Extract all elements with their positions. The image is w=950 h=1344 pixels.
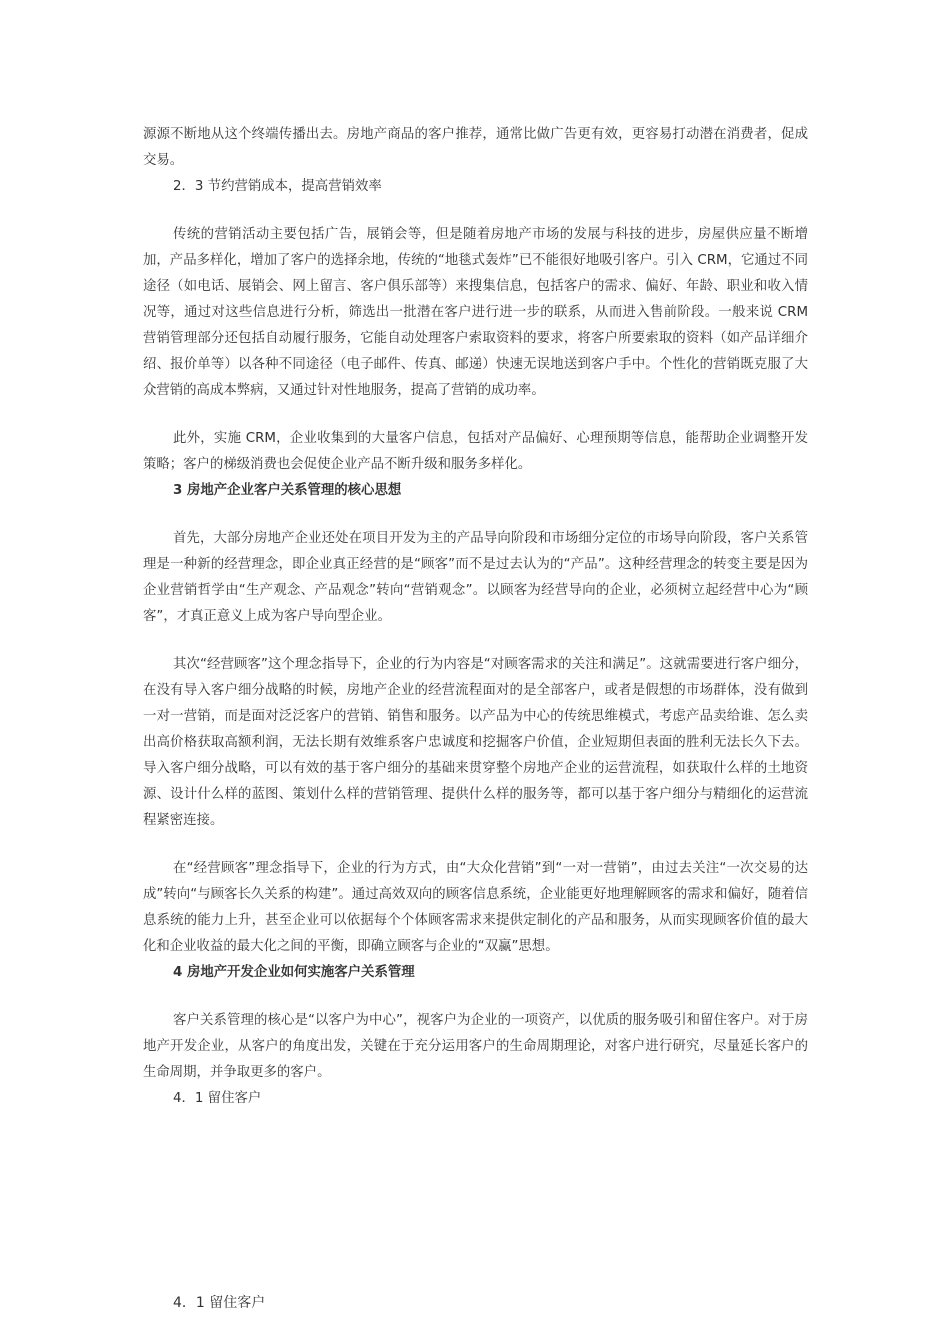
section-heading-4: 4 房地产开发企业如何实施客户关系管理 bbox=[173, 965, 415, 980]
section-heading-4-1-repeat: 4．1 留住客户 bbox=[173, 1295, 266, 1311]
paragraph-core: 客户关系管理的核心是“以客户为中心”，视客户为企业的一项资产，以优质的服务吸引和留住客户。对于房地产开发企业，从客户的角度出发，关键在于充分运用客户的生命周期理论，对客户进行研究，尽量延长客户的生命周期，并争取更多的客户。 bbox=[143, 1013, 808, 1080]
paragraph-traditional-marketing: 传统的营销活动主要包括广告，展销会等，但是随着房地产市场的发展与科技的进步，房屋供应量不断增加，产品多样化，增加了客户的选择余地，传统的“地毯式轰炸”已不能很好地吸引客户。引入 CRM，它通过不同途径（如电话、展销会、网上留言、客户俱乐部等）来搜集信息，包括客户的需求、偏好、年龄、职业和收入情况等，通过对这些信息进行分析，筛选出一批潜在客户进行进一步的联系，从而进入售前阶段。一般来说 CRM 营销管理部分还包括自动履行服务，它能自动处理客户索取资料的要求，将客户所要索取的资料（如产品详细介绍、报价单等）以各种不同途径（电子邮件、传真、邮递）快速无误地送到客户手中。个性化的营销既克服了大众营销的高成本弊病，又通过针对性地服务，提高了营销的成功率。 bbox=[143, 227, 808, 398]
section-heading-4-1: 4．1 留住客户 bbox=[173, 1091, 262, 1106]
section-heading-3: 3 房地产企业客户关系管理的核心思想 bbox=[173, 483, 402, 498]
paragraph-third: 在“经营顾客”理念指导下，企业的行为方式，由“大众化营销”到“一对一营销”，由过去关注“一次交易的达成”转向“与顾客长久关系的构建”。通过高效双向的顾客信息系统，企业能更好地理解顾客的需求和偏好，随着信息系统的能力上升，甚至企业可以依据每个个体顾客需求来提供定制化的产品和服务，从而实现顾客价值的最大化和企业收益的最大化之间的平衡，即确立顾客与企业的“双赢”思想。 bbox=[143, 861, 808, 954]
paragraph-first: 首先，大部分房地产企业还处在项目开发为主的产品导向阶段和市场细分定位的市场导向阶段，客户关系管理是一种新的经营理念，即企业真正经营的是“顾客”而不是过去认为的“产品”。这种经营理念的转变主要是因为企业营销哲学由“生产观念、产品观念”转向“营销观念”。以顾客为经营导向的企业，必须树立起经营中心为“顾客”，才真正意义上成为客户导向型企业。 bbox=[143, 531, 808, 624]
paragraph-besides: 此外，实施 CRM，企业收集到的大量客户信息，包括对产品偏好、心理预期等信息，能帮助企业调整开发策略；客户的梯级消费也会促使企业产品不断升级和服务多样化。 bbox=[143, 431, 808, 472]
section-heading-2-3: 2．3 节约营销成本，提高营销效率 bbox=[173, 179, 382, 194]
paragraph-second: 其次“经营顾客”这个理念指导下，企业的行为内容是“对顾客需求的关注和满足”。这就需要进行客户细分，在没有导入客户细分战略的时候，房地产企业的经营流程面对的是全部客户，或者是假想的市场群体，没有做到一对一营销，而是面对泛泛客户的营销、销售和服务。以产品为中心的传统思维模式，考虑产品卖给谁、怎么卖出高价格获取高额利润，无法长期有效维系客户忠诚度和挖掘客户价值，企业短期但表面的胜利无法长久下去。导入客户细分战略，可以有效的基于客户细分的基础来贯穿整个房地产企业的运营流程，如获取什么样的土地资源、设计什么样的蓝图、策划什么样的营销管理、提供什么样的服务等，都可以基于客户细分与精细化的运营流程紧密连接。 bbox=[143, 657, 808, 828]
document-body bbox=[143, 122, 808, 1112]
paragraph-continuation: 源源不断地从这个终端传播出去。房地产商品的客户推荐，通常比做广告更有效，更容易打动潜在消费者，促成交易。 bbox=[143, 127, 808, 168]
